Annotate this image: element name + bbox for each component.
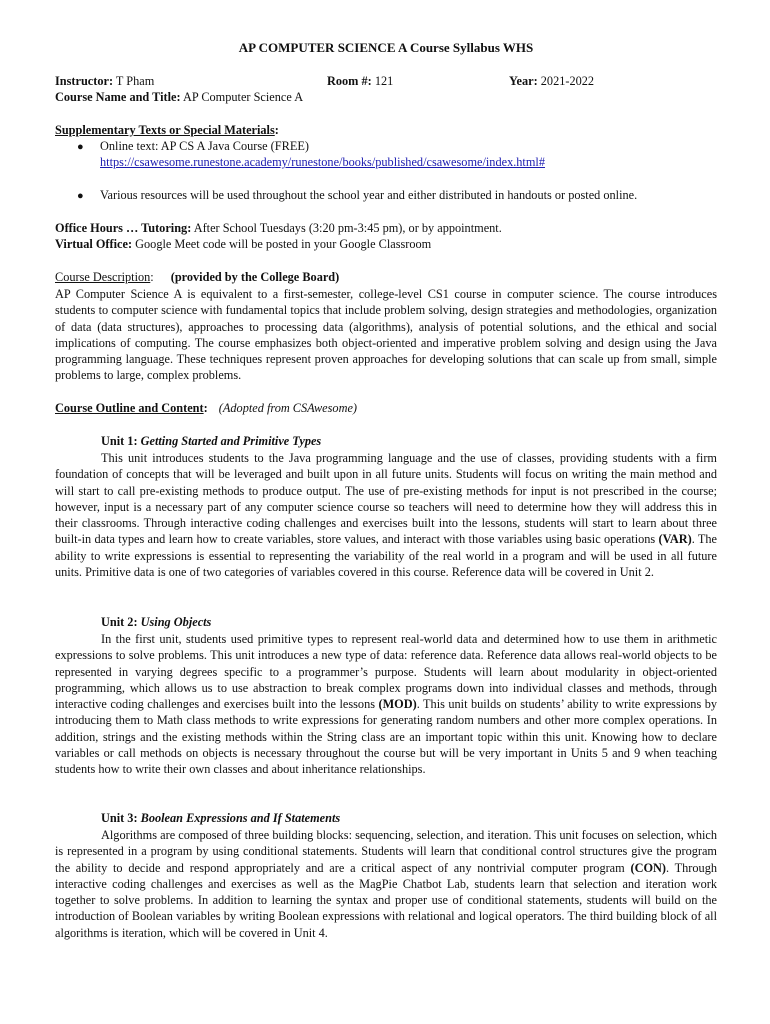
office-hours-value: After School Tuesdays (3:20 pm-3:45 pm), or by appointment. — [193, 221, 502, 235]
unit-1-text-part: This unit introduces students to the Java programming language and the use of classes, providing students with a firm foundation of concepts that will be leveraged and built upon in all future units. Students will focus on writing the main method and will start to call pre-existing methods to produce output. The use of pre-existing methods for input is not prescribed in the course; however, input is a necessary part of any computer science course so teachers will need to determine how they will address this in their classrooms. Through interactive coding challenges and exercises built into the lessons, students will start to learn about three built-in data types and learn how to create variables, store values, and interact with those variables using basic operations — [55, 451, 717, 547]
virtual-office-label: Virtual Office: — [55, 237, 133, 251]
unit-1-name: Getting Started and Primitive Types — [140, 434, 322, 448]
unit-2-name: Using Objects — [140, 615, 212, 629]
bullet-icon: ● — [77, 190, 84, 202]
supplementary-heading-colon: : — [274, 123, 279, 137]
unit-1-label: Unit 1: — [101, 434, 138, 448]
office-hours-line — [55, 220, 502, 236]
unit-2-text — [55, 631, 717, 778]
course-line — [55, 89, 303, 105]
virtual-office-line — [55, 236, 431, 252]
instructor-name: T Pham — [115, 74, 155, 88]
unit-2-heading — [101, 614, 211, 630]
supplementary-heading — [55, 122, 279, 138]
room-number: 121 — [374, 74, 394, 88]
online-text-label: Online text: AP CS A Java Course (FREE) — [100, 139, 309, 153]
unit-1-tag: (VAR) — [658, 532, 692, 547]
course-description-note: (provided by the College Board) — [170, 270, 340, 284]
unit-3-tag: (CON) — [630, 860, 667, 875]
csawesome-link[interactable]: https://csawesome.runestone.academy/runestone/books/published/csawesome/index.html# — [100, 155, 545, 170]
unit-3-text-part: Algorithms are composed of three building blocks: sequencing, selection, and iteration. This unit focuses on selection, which is represented in a program by using conditional statements. Students will learn that conditional control structures give the program the ability to decide and respond appropriately and are a critical aspect of any nontrivial computer program — [55, 828, 717, 875]
year-line — [509, 73, 594, 89]
year-value: 2021-2022 — [540, 74, 595, 88]
instructor-label: Instructor: — [55, 74, 114, 88]
course-outline-heading — [55, 400, 357, 416]
unit-3-name: Boolean Expressions and If Statements — [140, 811, 341, 825]
course-description-heading — [55, 269, 339, 285]
unit-2-tag: (MOD) — [378, 697, 417, 712]
unit-3-label: Unit 3: — [101, 811, 138, 825]
unit-3-text — [55, 827, 717, 941]
unit-3-text-part: . Through interactive coding challenges and exercises as well as the MagPie Chatbot Lab, students learn that selection and iteration work together to solve problems. In addition to learning the syntax and proper use of conditional statements, students will build on the introduction of Boolean variables by writing Boolean expressions with relational and logical operators. The third building block of all algorithms is iteration, which will be covered in Unit 4. — [55, 860, 717, 940]
document-title: AP COMPUTER SCIENCE A Course Syllabus WHS — [238, 40, 534, 55]
course-outline-note: (Adopted from CSAwesome) — [218, 401, 358, 415]
office-hours-label: Office Hours … Tutoring: — [55, 221, 192, 235]
room-label: Room #: — [327, 74, 372, 88]
course-description-heading-text: Course Description — [55, 270, 151, 284]
unit-3-heading — [101, 810, 340, 826]
unit-2-label: Unit 2: — [101, 615, 138, 629]
room-line — [327, 73, 393, 89]
course-description-text: AP Computer Science A is equivalent to a first-semester, college-level CS1 course in computer science. The course introduces students to computer science with fundamental topics that include problem solving, design strategies and methodologies, organization of data (data structures), approaches to processing data (algorithms), analysis of potential solutions, and the ethical and social implications of computing. The course emphasizes both object-oriented and imperative problem solving and design using the Java programming language. These techniques represent proven approaches for developing solutions that can scale up from small, simple problems to large, complex problems. — [55, 287, 717, 383]
course-description-colon: : — [150, 270, 154, 284]
unit-2-text-part: . This unit builds on students’ ability to write expressions by introducing them to Math class methods to write expressions for generating random numbers and other more complex operations. In addition, strings and the existing methods within the String class are an important topic within this unit. Knowing how to declare variables or call methods on objects is necessary throughout the course but will be very important in Units 5 and 9 when teaching students how to write their own classes and about inheritance relationships. — [55, 697, 717, 777]
course-name: AP Computer Science A — [183, 90, 304, 104]
course-outline-colon: : — [203, 401, 208, 415]
unit-2-text-part: In the first unit, students used primitive types to represent real-world data and determined how to use them in arithmetic expressions to solve problems. This unit introduces a new type of data: reference data. Reference data allows real-world objects to be represented in varying degrees specific to a programmer’s purpose. Students will learn about modularity in object-oriented programming, which allows us to use abstraction to break complex programs down into individual classes and methods, through interactive coding challenges and exercises built into the lessons — [55, 632, 717, 712]
unit-1-heading — [101, 433, 321, 449]
course-outline-heading-text: Course Outline and Content — [55, 401, 204, 415]
supplementary-item-1 — [100, 138, 720, 171]
year-label: Year: — [509, 74, 538, 88]
unit-1-text-part: . The ability to write expressions is essential to representing the variability of the real world in a program and will be used in all future units. Primitive data is one of two categories of variables covered in this course. Reference data will be covered in Unit 2. — [55, 532, 717, 580]
course-label: Course Name and Title: — [55, 90, 181, 104]
supplementary-item-2: Various resources will be used throughout the school year and either distributed in handouts or posted online. — [100, 188, 638, 202]
supplementary-heading-text: Supplementary Texts or Special Materials — [55, 123, 275, 137]
instructor-line — [55, 73, 154, 89]
virtual-office-value: Google Meet code will be posted in your Google Classroom — [135, 237, 432, 251]
bullet-icon: ● — [77, 141, 84, 153]
unit-1-text — [55, 450, 717, 580]
